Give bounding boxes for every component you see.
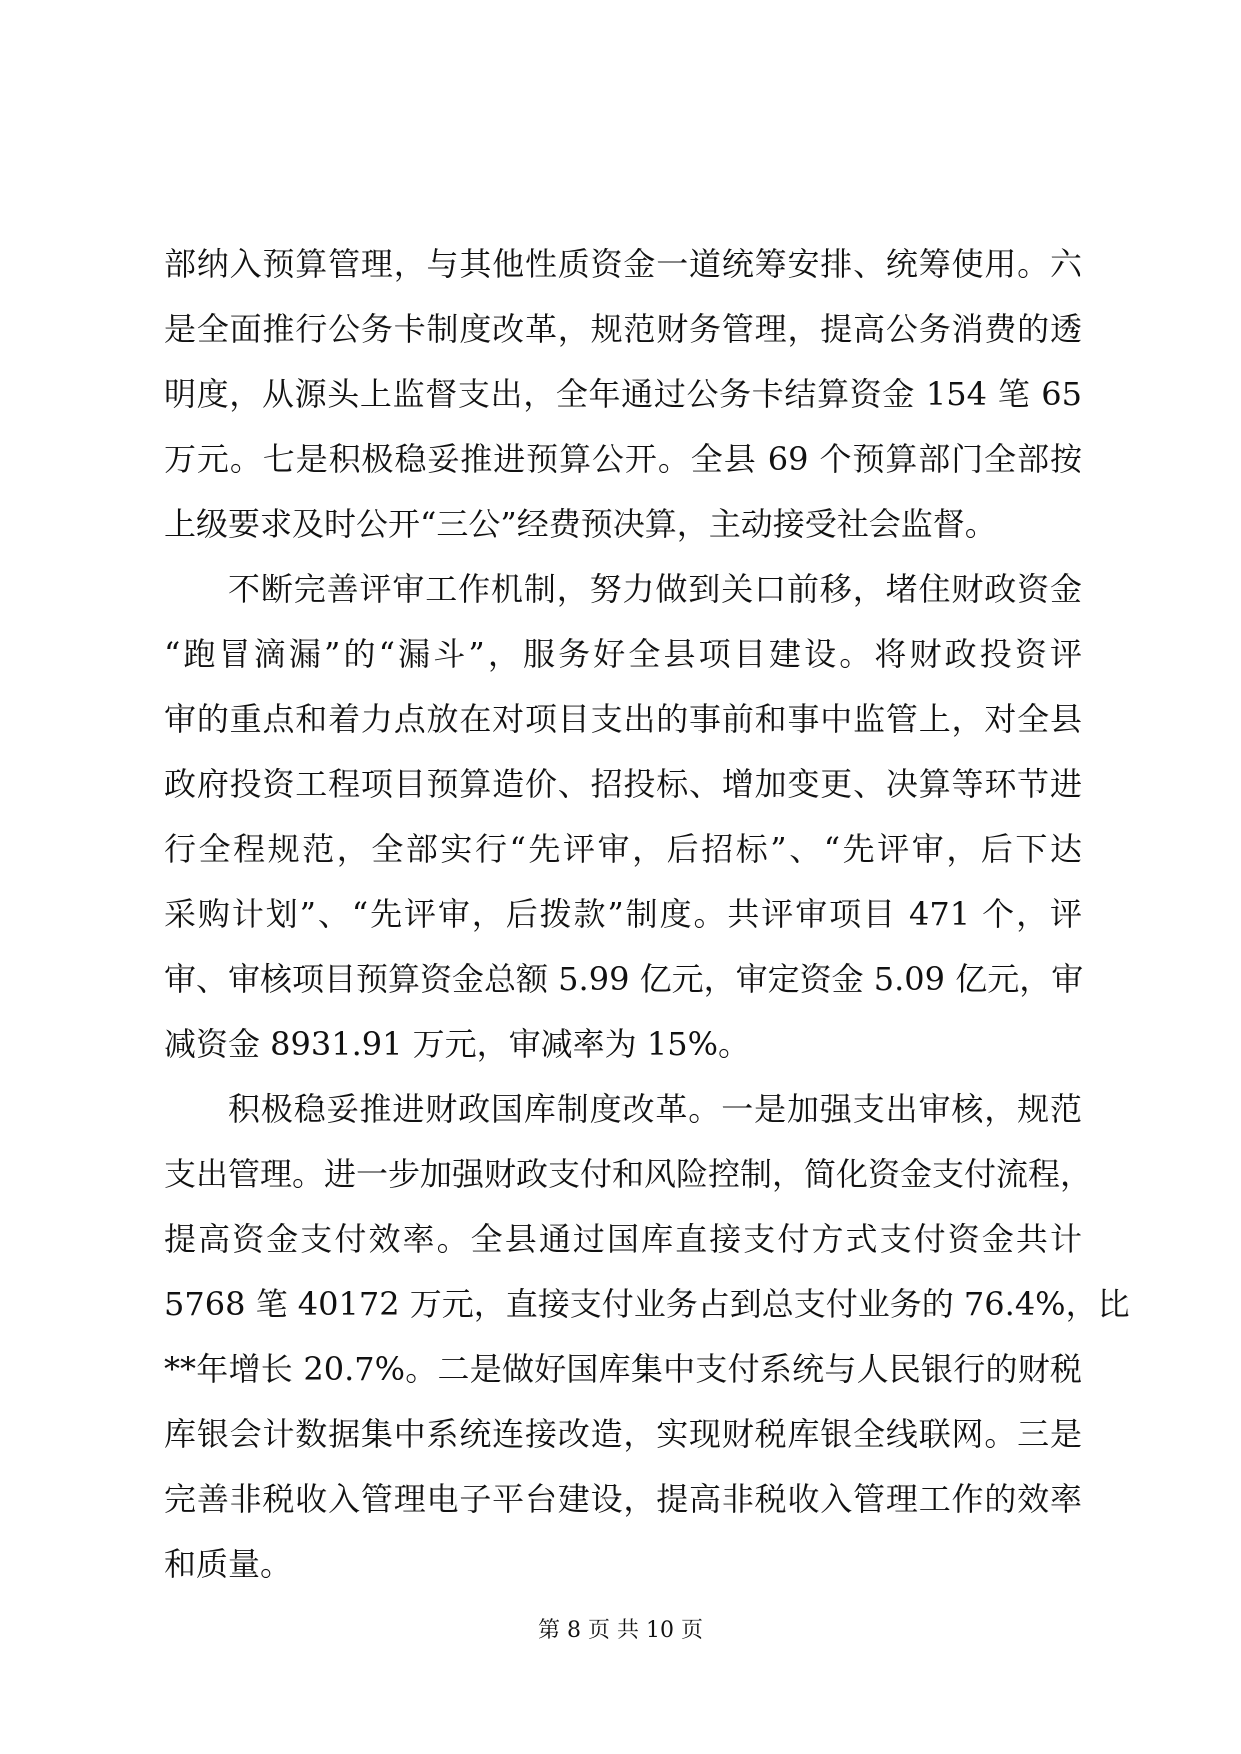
text-line: 减资金 8931.91 万元，审减率为 15%。 [164,1025,750,1063]
text-line: 是全面推行公务卡制度改革，规范财务管理，提高公务消费的透 [164,310,1082,348]
paragraph-2 [164,557,1082,1077]
text-line: **年增长 20.7%。二是做好国库集中支付系统与人民银行的财税 [164,1350,1082,1388]
text-line: “跑冒滴漏”的“漏斗”，服务好全县项目建设。将财政投资评 [164,635,1082,673]
text-line: 行全程规范，全部实行“先评审，后招标”、“先评审，后下达 [164,830,1082,868]
paragraph-3 [164,1077,1130,1597]
text-line: 上级要求及时公开“三公”经费预决算，主动接受社会监督。 [164,505,997,543]
text-line: 部纳入预算管理，与其他性质资金一道统筹安排、统筹使用。六 [164,245,1082,283]
text-line: 明度，从源头上监督支出，全年通过公务卡结算资金 154 笔 65 [164,375,1082,413]
page-number-footer: 第 8 页 共 10 页 [538,1618,703,1643]
text-line: 支出管理。进一步加强财政支付和风险控制，简化资金支付流程， [164,1155,1093,1193]
text-line: 不断完善评审工作机制，努力做到关口前移，堵住财政资金 [228,570,1082,608]
text-line: 万元。七是积极稳妥推进预算公开。全县 69 个预算部门全部按 [164,440,1082,478]
text-line: 完善非税收入管理电子平台建设，提高非税收入管理工作的效率 [164,1480,1082,1518]
text-line: 库银会计数据集中系统连接改造，实现财税库银全线联网。三是 [164,1415,1082,1453]
paragraph-1 [164,232,1082,557]
text-line: 和质量。 [164,1545,293,1583]
text-line: 提高资金支付效率。全县通过国库直接支付方式支付资金共计 [164,1220,1082,1258]
text-line: 政府投资工程项目预算造价、招投标、增加变更、决算等环节进 [164,765,1082,803]
document-body [164,232,1130,1597]
text-line: 积极稳妥推进财政国库制度改革。一是加强支出审核，规范 [228,1090,1082,1128]
text-line: 5768 笔 40172 万元，直接支付业务占到总支付业务的 76.4%，比 [164,1285,1130,1323]
text-line: 审、审核项目预算资金总额 5.99 亿元，审定资金 5.09 亿元，审 [164,960,1084,998]
text-line: 采购计划”、“先评审，后拨款”制度。共评审项目 471 个，评 [164,895,1082,933]
text-line: 审的重点和着力点放在对项目支出的事前和事中监管上，对全县 [164,700,1082,738]
